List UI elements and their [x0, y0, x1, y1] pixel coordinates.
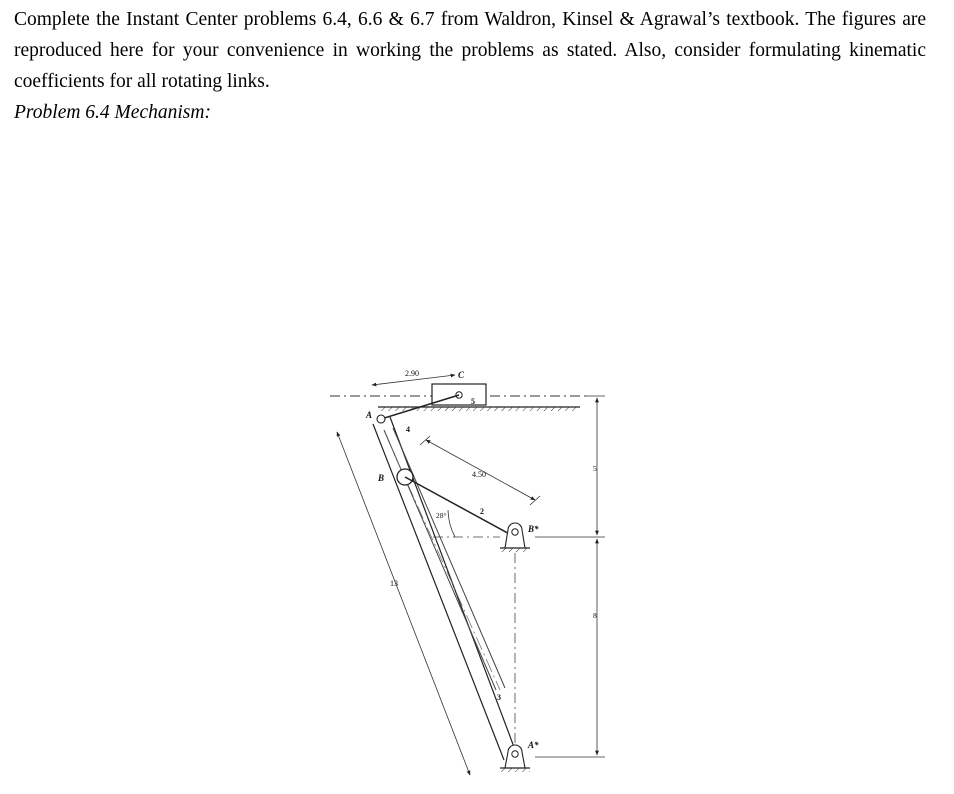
problem-heading: Problem 6.4 Mechanism: — [14, 102, 211, 123]
label-4-50: 4.50 — [472, 470, 486, 479]
label-2-90: 2.90 — [405, 369, 419, 378]
label-a-star: A* — [528, 740, 539, 750]
dimension-vertical — [535, 396, 605, 757]
label-angle-28: 28° — [436, 511, 447, 520]
label-dim-13: 13 — [390, 579, 398, 588]
link-3 — [373, 417, 517, 760]
label-b-star: B* — [528, 524, 539, 534]
label-link-2: 2 — [480, 507, 484, 516]
joint-a — [377, 415, 385, 423]
label-dim-8: 8 — [593, 611, 597, 620]
label-link-5: 5 — [471, 397, 475, 406]
label-a: A — [366, 410, 373, 420]
problem-statement: Complete the Instant Center problems 6.4, 6.6 & 6.7 from Waldron, Kinsel & Agrawal’s textbook. The figures are reproduced here for your convenience in working the problems as stated. Also, consider formulating kinematic coefficients for all rotating links. — [14, 9, 926, 92]
angle-arc — [448, 510, 455, 537]
ground-pivot-b-star — [500, 523, 530, 552]
label-link-4: 4 — [406, 425, 410, 434]
label-link-3: 3 — [497, 693, 501, 702]
label-dim-5: 5 — [593, 464, 597, 473]
label-b: B — [378, 473, 385, 483]
label-c: C — [458, 370, 465, 380]
link-2 — [405, 477, 515, 537]
ground-pivot-a-star — [500, 745, 530, 772]
